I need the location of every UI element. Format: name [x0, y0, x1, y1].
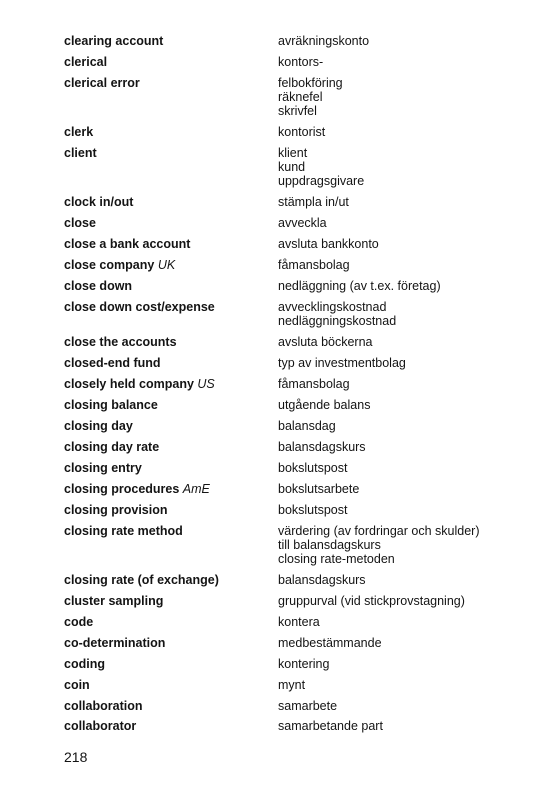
dictionary-entry [64, 592, 524, 613]
entry-translation [278, 480, 524, 501]
entry-term [64, 74, 278, 123]
entry-term-text: clock in/out [64, 195, 134, 209]
entry-translation [278, 235, 524, 256]
translation-line: kontorist [278, 125, 326, 139]
entry-term [64, 438, 278, 459]
entry-term [64, 277, 278, 298]
entry-term [64, 214, 278, 235]
dictionary-entry [64, 717, 524, 737]
entry-term [64, 655, 278, 676]
entry-term-text: closed-end fund [64, 356, 161, 370]
entry-term [64, 235, 278, 256]
entry-term-text: closing rate method [64, 524, 183, 538]
entry-term-text: close down cost/expense [64, 300, 215, 314]
translation-line: samarbete [278, 699, 338, 713]
entry-translation [278, 396, 524, 417]
entry-term-text: close down [64, 279, 133, 293]
dictionary-entries [64, 32, 524, 737]
entry-translation [278, 717, 524, 737]
entry-term-text: co-determination [64, 636, 166, 650]
entry-term-text: coin [64, 678, 90, 692]
translation-line: utgående balans [278, 398, 371, 412]
entry-term [64, 676, 278, 697]
dictionary-entry [64, 214, 524, 235]
entry-translation [278, 459, 524, 480]
dictionary-entry [64, 417, 524, 438]
entry-term [64, 298, 278, 333]
entry-term [64, 522, 278, 571]
translation-line: bokslutsarbete [278, 482, 360, 496]
dictionary-entry [64, 613, 524, 634]
entry-term-text: client [64, 146, 97, 160]
dictionary-entry [64, 676, 524, 697]
dictionary-entry [64, 277, 524, 298]
translation-line: avräkningskonto [278, 34, 370, 48]
entry-translation [278, 501, 524, 522]
dictionary-entry [64, 655, 524, 676]
entry-term-text: close the accounts [64, 335, 177, 349]
dictionary-entry [64, 697, 524, 717]
translation-line: closing rate-metoden [278, 552, 395, 566]
dictionary-entry [64, 193, 524, 214]
translation-line: balansdagskurs [278, 440, 366, 454]
entry-region-label: UK [157, 258, 176, 272]
dictionary-entry [64, 298, 524, 333]
entry-term-text: cluster sampling [64, 594, 164, 608]
dictionary-entry [64, 438, 524, 459]
entry-term [64, 501, 278, 522]
entry-term [64, 571, 278, 592]
entry-term-text: coding [64, 657, 105, 671]
entry-region-label: US [197, 377, 215, 391]
entry-term [64, 396, 278, 417]
dictionary-entry [64, 396, 524, 417]
translation-line: uppdragsgivare [278, 174, 365, 188]
entry-term [64, 144, 278, 193]
dictionary-entry [64, 333, 524, 354]
entry-term-text: clerical [64, 55, 108, 69]
dictionary-entry [64, 375, 524, 396]
dictionary-entry [64, 235, 524, 256]
entry-term-text: closely held company [64, 377, 194, 391]
entry-translation [278, 438, 524, 459]
entry-term [64, 634, 278, 655]
translation-line: medbestämmande [278, 636, 382, 650]
dictionary-entry [64, 501, 524, 522]
entry-translation [278, 256, 524, 277]
dictionary-entry [64, 123, 524, 144]
entry-translation [278, 522, 524, 571]
dictionary-entry [64, 354, 524, 375]
entry-term [64, 459, 278, 480]
entry-translation [278, 333, 524, 354]
entry-translation [278, 32, 524, 53]
entry-term [64, 613, 278, 634]
entry-term [64, 53, 278, 74]
entry-term-text: closing provision [64, 503, 168, 517]
entry-translation [278, 592, 524, 613]
entry-translation [278, 214, 524, 235]
translation-line: nedläggning (av t.ex. företag) [278, 279, 441, 293]
entry-term-text: closing day rate [64, 440, 160, 454]
translation-line: fåmansbolag [278, 258, 350, 272]
entry-term [64, 256, 278, 277]
entry-translation [278, 144, 524, 193]
translation-line: balansdagskurs [278, 573, 366, 587]
translation-line: kontors- [278, 55, 324, 69]
dictionary-entry [64, 571, 524, 592]
translation-line: avsluta böckerna [278, 335, 373, 349]
dictionary-entry [64, 634, 524, 655]
page-number: 218 [64, 749, 88, 765]
entry-term [64, 354, 278, 375]
translation-line: samarbetande part [278, 719, 383, 733]
translation-line: bokslutspost [278, 461, 348, 475]
entry-term [64, 480, 278, 501]
entry-term [64, 193, 278, 214]
entry-translation [278, 697, 524, 717]
translation-line: fåmansbolag [278, 377, 350, 391]
translation-line: räknefel [278, 90, 323, 104]
entry-translation [278, 634, 524, 655]
entry-term [64, 417, 278, 438]
entry-translation [278, 277, 524, 298]
dictionary-entry [64, 53, 524, 74]
translation-line: kontera [278, 615, 320, 629]
entry-translation [278, 354, 524, 375]
entry-term-text: closing entry [64, 461, 142, 475]
entry-term [64, 333, 278, 354]
dictionary-entry [64, 459, 524, 480]
translation-line: avsluta bankkonto [278, 237, 379, 251]
dictionary-entry [64, 522, 524, 571]
entry-term-text: clearing account [64, 34, 164, 48]
entry-term-text: close company [64, 258, 155, 272]
translation-line: avveckla [278, 216, 327, 230]
translation-line: typ av investmentbolag [278, 356, 406, 370]
entry-term-text: collaborator [64, 719, 137, 733]
entry-term [64, 717, 278, 737]
translation-line: avvecklingskostnad [278, 300, 387, 314]
entry-term-text: closing procedures [64, 482, 180, 496]
entry-term [64, 697, 278, 717]
translation-line: balansdag [278, 419, 336, 433]
entry-term-text: code [64, 615, 94, 629]
entry-translation [278, 193, 524, 214]
entry-term-text: closing rate (of exchange) [64, 573, 219, 587]
entry-translation [278, 53, 524, 74]
entry-translation [278, 417, 524, 438]
dictionary-entry [64, 32, 524, 53]
entry-translation [278, 655, 524, 676]
translation-line: nedläggningskostnad [278, 314, 397, 328]
entry-translation [278, 613, 524, 634]
entry-translation [278, 676, 524, 697]
translation-line: stämpla in/ut [278, 195, 349, 209]
entry-translation [278, 375, 524, 396]
entry-term [64, 592, 278, 613]
translation-line: kontering [278, 657, 330, 671]
dictionary-entry [64, 74, 524, 123]
dictionary-entry [64, 256, 524, 277]
entry-term [64, 375, 278, 396]
translation-line: mynt [278, 678, 306, 692]
translation-line: gruppurval (vid stickprovstagning) [278, 594, 465, 608]
translation-line: till balansdagskurs [278, 538, 381, 552]
dictionary-entry [64, 144, 524, 193]
translation-line: bokslutspost [278, 503, 348, 517]
entry-term [64, 123, 278, 144]
entry-term-text: closing day [64, 419, 133, 433]
entry-term-text: closing balance [64, 398, 158, 412]
entry-translation [278, 571, 524, 592]
entry-term-text: clerk [64, 125, 94, 139]
entry-translation [278, 74, 524, 123]
entry-translation [278, 298, 524, 333]
translation-line: felbokföring [278, 76, 343, 90]
entry-region-label: AmE [182, 482, 210, 496]
translation-line: värdering (av fordringar och skulder) [278, 524, 480, 538]
translation-line: klient [278, 146, 308, 160]
entry-term-text: close a bank account [64, 237, 191, 251]
dictionary-entry [64, 480, 524, 501]
entry-translation [278, 123, 524, 144]
translation-line: kund [278, 160, 306, 174]
translation-line: skrivfel [278, 104, 317, 118]
entry-term-text: collaboration [64, 699, 143, 713]
entry-term-text: close [64, 216, 96, 230]
entry-term-text: clerical error [64, 76, 140, 90]
entry-term [64, 32, 278, 53]
